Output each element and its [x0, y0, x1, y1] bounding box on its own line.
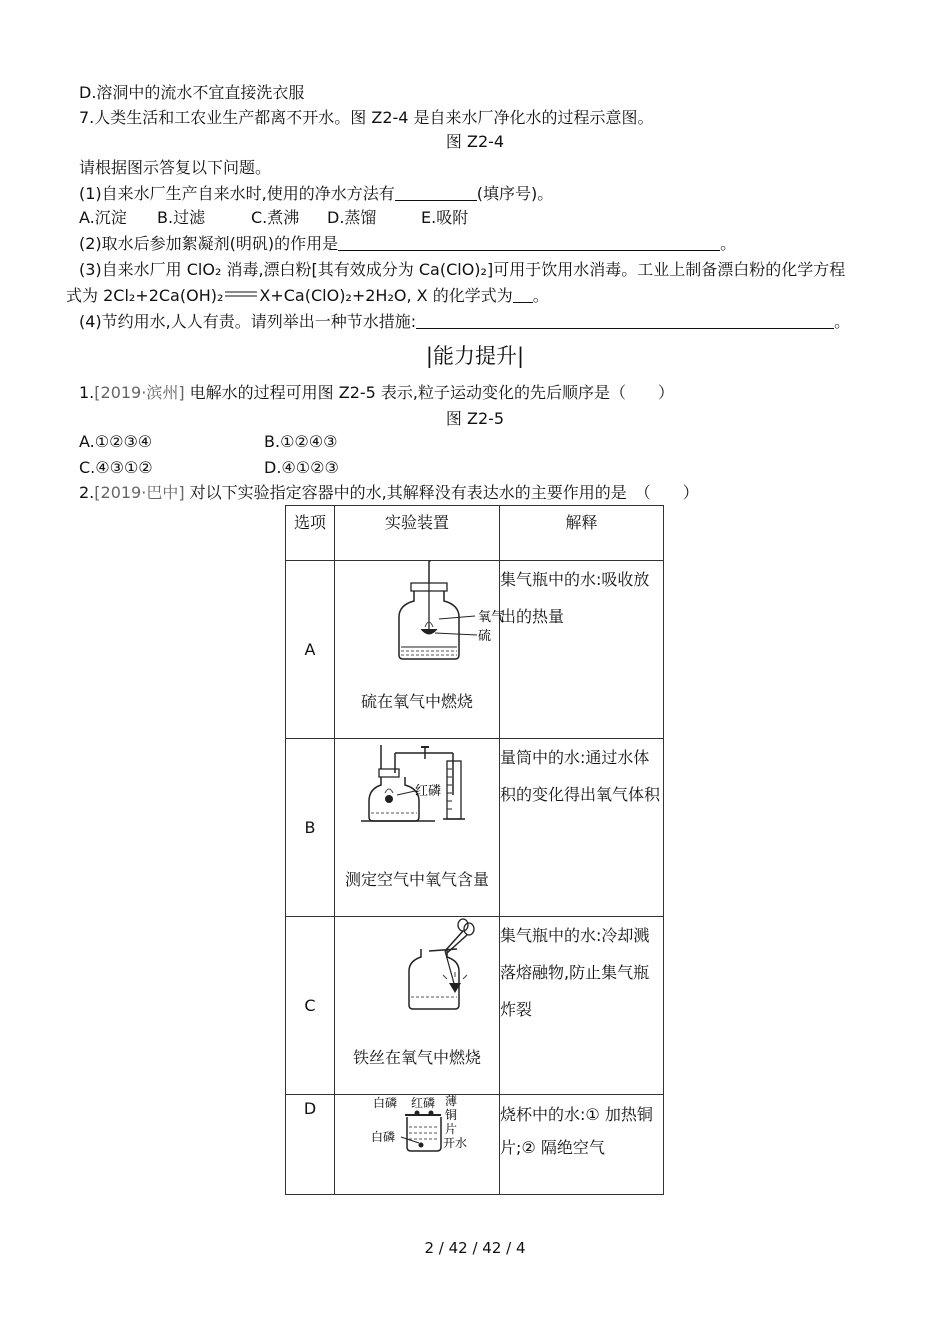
q7-instruction: 请根据图示答复以下问题。 [79, 158, 272, 177]
row-b-caption: 测定空气中氧气含量 [344, 870, 489, 889]
header-explanation: 解释 [500, 506, 664, 561]
p1-number: 1. [79, 383, 95, 402]
option-d: D.蒸馏 [327, 208, 377, 227]
label-oxygen: 氧气 [478, 610, 505, 625]
p1-option-c: C.④③①② [79, 458, 153, 477]
q7-sub2-text: (2)取水后参加絮凝剂(明矾)的作用是 [79, 234, 339, 253]
page-footer: 2 / 42 / 42 / 4 [424, 1239, 526, 1257]
row-a-explanation: 集气瓶中的水:吸收放出的热量 [500, 561, 664, 739]
q7-stem: 7.人类生活和工农业生产都离不开水。图 Z2-4 是自来水厂净化水的过程示意图。 [79, 108, 654, 127]
equation-equals-sign [224, 287, 258, 301]
row-b-option: B [286, 739, 335, 917]
q7-sub2 [79, 233, 736, 255]
header-option: 选项 [286, 506, 335, 561]
row-c-apparatus [335, 917, 500, 1095]
table-row [286, 1095, 664, 1195]
row-a-option: A [286, 561, 335, 739]
row-d-option: D [286, 1095, 335, 1195]
phosphorus-combustion-apparatus-diagram [335, 1095, 499, 1165]
table-header-row [286, 506, 664, 561]
q7-sub4-text: (4)节约用水,人人有责。请列举出一种节水措施: [79, 312, 417, 331]
q7-sub1-text: (1)自来水厂生产自来水时,使用的净水方法有 [79, 184, 395, 203]
p2-stem-text: 对以下实验指定容器中的水,其解释没有表达水的主要作用的是 （ ） [189, 483, 699, 502]
label-white-phosphorus-top: 白磷 [373, 1096, 398, 1110]
row-a-caption: 硫在氧气中燃烧 [360, 692, 473, 711]
row-b-explanation: 量筒中的水:通过水体积的变化得出氧气体积 [500, 739, 664, 917]
label-sulfur: 硫 [478, 629, 492, 644]
option-c: C.煮沸 [251, 208, 300, 227]
oxygen-content-apparatus-diagram [335, 739, 499, 869]
sulfur-combustion-apparatus-diagram [335, 561, 505, 691]
row-c-caption: 铁丝在氧气中燃烧 [352, 1048, 481, 1067]
row-d-apparatus [335, 1095, 500, 1195]
q7-sub2-blank[interactable] [338, 234, 720, 251]
q7-sub2-suffix: 。 [720, 234, 737, 253]
q7-sub3-line1: (3)自来水厂用 ClO₂ 消毒,漂白粉[其有效成分为 Ca(ClO)₂]可用于饮用水消毒。工业上制备漂白粉的化学方程 [79, 260, 846, 279]
label-thin-2: 铜 [445, 1108, 458, 1122]
p1-stem-text: 电解水的过程可用图 Z2-5 表示,粒子运动变化的先后顺序是（ ） [189, 383, 675, 402]
row-c-option: C [286, 917, 335, 1095]
p1-stem [79, 382, 674, 404]
label-red-phosphorus: 红磷 [415, 784, 442, 799]
iron-wire-combustion-apparatus-diagram [335, 917, 499, 1047]
table-row [286, 561, 664, 739]
option-b: B.过滤 [157, 208, 206, 227]
equation-right: X+Ca(ClO)₂+2H₂O, X 的化学式为 [259, 286, 513, 305]
p1-option-b: B.①②④③ [264, 432, 338, 451]
label-thin-1: 薄 [445, 1094, 458, 1108]
table-row [286, 917, 664, 1095]
option-e: E.吸附 [421, 208, 469, 227]
p1-source: [2019·滨州] [94, 383, 185, 402]
q7-sub1 [79, 183, 553, 205]
p1-option-d: D.④①②③ [264, 458, 339, 477]
q7-sub1-suffix: (填序号)。 [476, 184, 554, 203]
experiment-table [285, 505, 664, 1195]
section-title: |能力提升| [425, 344, 525, 368]
row-d-explanation: 烧杯中的水:① 加热铜片;② 隔绝空气 [500, 1095, 664, 1195]
table-row [286, 739, 664, 917]
option-a: A.沉淀 [79, 208, 127, 227]
label-white-phosphorus-bottom: 白磷 [371, 1130, 396, 1144]
row-b-apparatus [335, 739, 500, 917]
label-thin-3: 片 [445, 1122, 458, 1136]
figure-caption-z2-5: 图 Z2-5 [445, 409, 505, 428]
q7-sub4-suffix: 。 [834, 312, 851, 331]
p2-number: 2. [79, 483, 95, 502]
row-c-explanation: 集气瓶中的水:冷却溅落熔融物,防止集气瓶炸裂 [500, 917, 664, 1095]
q7-sub4-blank[interactable] [416, 312, 834, 329]
row-a-apparatus [335, 561, 505, 739]
p2-stem [79, 482, 699, 504]
label-hot-water: 开水 [443, 1136, 468, 1150]
equation-left: 式为 2Cl₂+2Ca(OH)₂ [66, 286, 224, 305]
q6-option-d: D.溶洞中的流水不宜直接洗衣服 [79, 83, 305, 102]
label-red-phosphorus-top: 红磷 [411, 1096, 436, 1110]
figure-caption-z2-4: 图 Z2-4 [445, 132, 505, 151]
p1-option-a: A.①②③④ [79, 432, 153, 451]
q7-sub4 [79, 311, 850, 333]
q7-sub1-blank[interactable] [395, 184, 477, 201]
q7-sub3-blank[interactable] [513, 286, 533, 303]
q7-sub3-suffix: 。 [532, 286, 549, 305]
header-apparatus: 实验装置 [335, 506, 500, 561]
p2-source: [2019·巴中] [94, 483, 185, 502]
q7-sub3-line2 [66, 285, 549, 307]
